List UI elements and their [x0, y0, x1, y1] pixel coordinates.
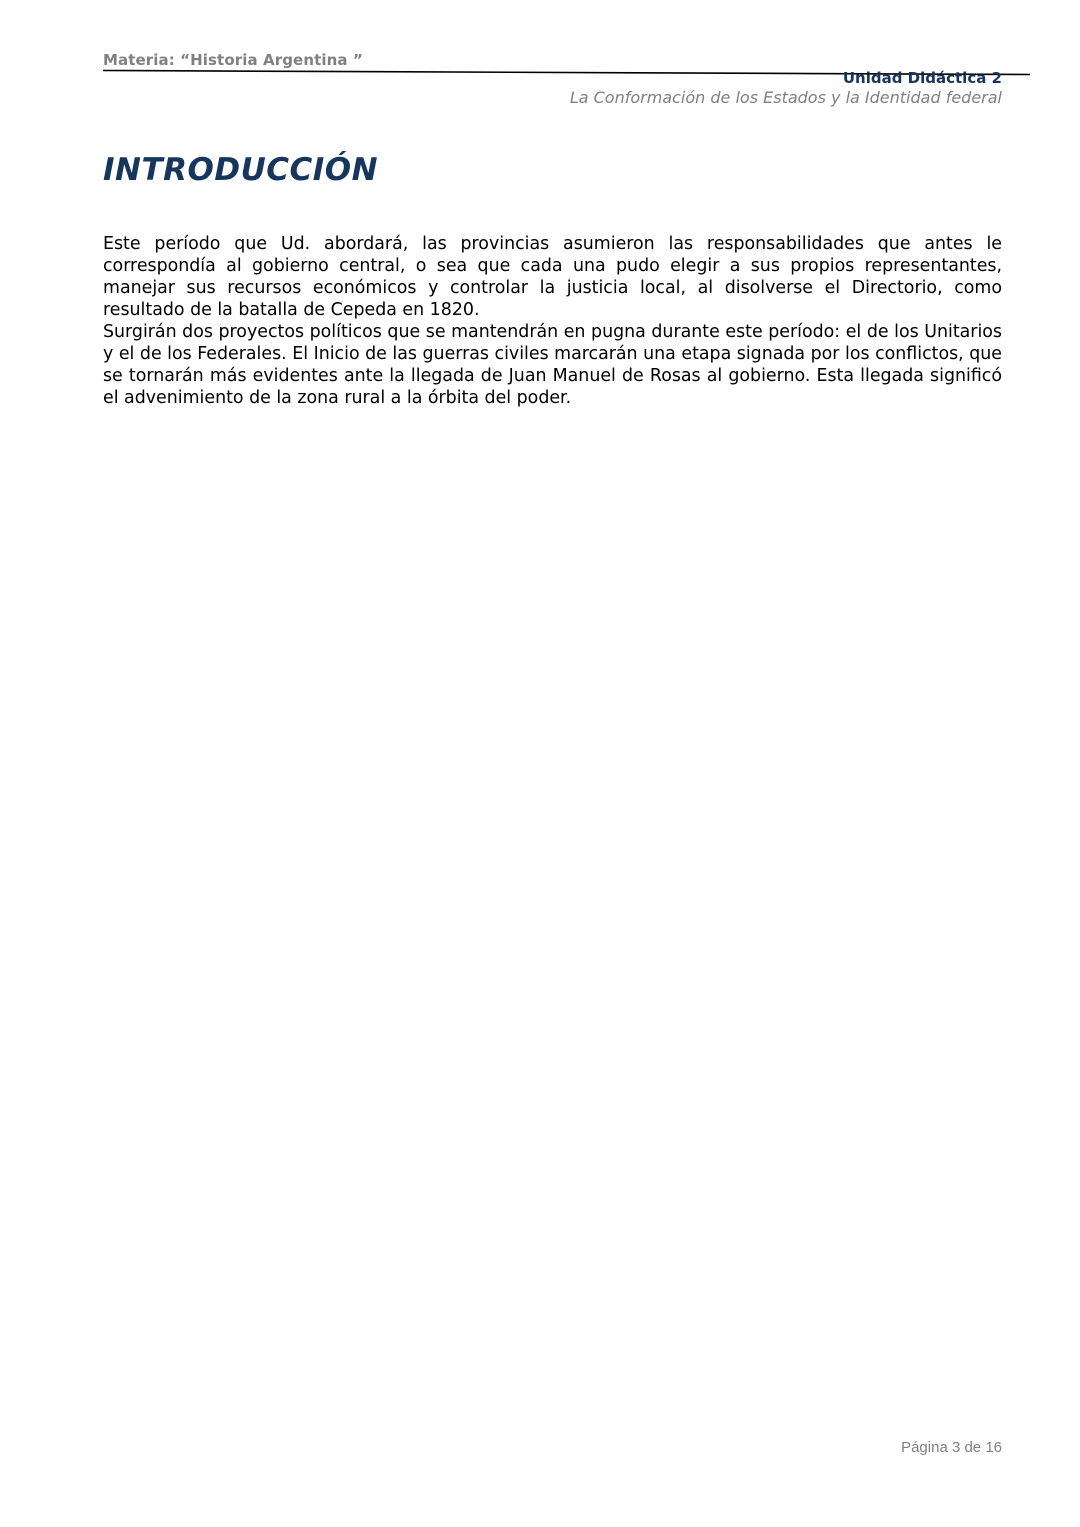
body-text	[103, 233, 1002, 409]
paragraph: Surgirán dos proyectos políticos que se mantendrán en pugna durante este período: el de los Unitarios y el de los Federales. El Inicio de las guerras civiles marcarán una etapa signada por los conflictos, que se tornarán más evidentes ante la llegada de Juan Manuel de Rosas al gobierno. Esta llegada significó el advenimiento de la zona rural a la órbita del poder.	[103, 322, 1002, 408]
page-number: Página 3 de 16	[901, 1439, 1002, 1456]
paragraph: Este período que Ud. abordará, las provincias asumieron las responsabilidades que antes le correspondía al gobierno central, o sea que cada una pudo elegir a sus propios representantes, manejar sus recursos económicos y controlar la justicia local, al disolverse el Directorio, como resultado de la batalla de Cepeda en 1820.	[103, 234, 1002, 320]
section-title: INTRODUCCIÓN	[103, 152, 379, 188]
unit-subtitle: La Conformación de los Estados y la Identidad federal	[569, 88, 1002, 107]
subject-label: Materia: “Historia Argentina ”	[103, 51, 363, 69]
unit-label: Unidad Didáctica 2	[842, 69, 1002, 87]
